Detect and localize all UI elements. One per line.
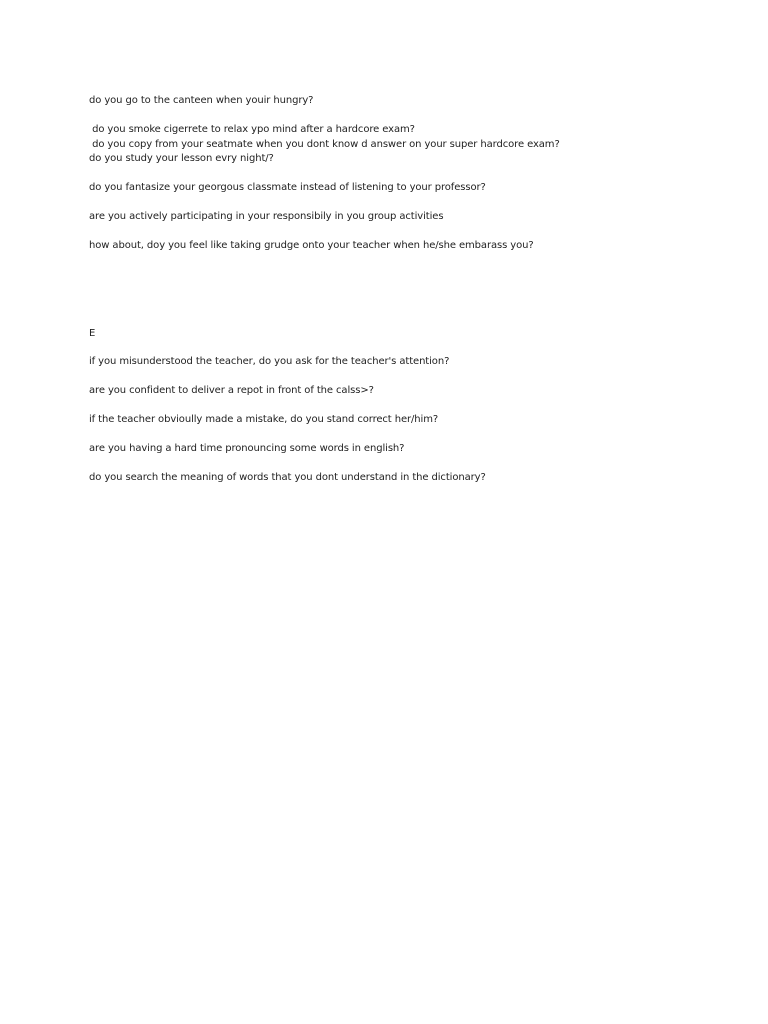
question-line: do you search the meaning of words that you dont understand in the dictionary? [89, 472, 486, 483]
question-line: how about, doy you feel like taking grudge onto your teacher when he/she embarass you? [89, 240, 534, 251]
question-line: are you confident to deliver a repot in front of the calss>? [89, 385, 374, 396]
question-line: are you having a hard time pronouncing some words in english? [89, 443, 405, 454]
question-line: if the teacher obvioully made a mistake, do you stand correct her/him? [89, 414, 439, 425]
question-line: do you copy from your seatmate when you dont know d answer on your super hardcore exam? [89, 139, 560, 150]
question-line: are you actively participating in your responsibily in you group activities [89, 211, 444, 222]
section-label: E [89, 328, 96, 339]
question-line: do you fantasize your georgous classmate instead of listening to your professor? [89, 182, 486, 193]
question-line: do you go to the canteen when youir hungry? [89, 95, 314, 106]
question-line: do you smoke cigerrete to relax ypo mind after a hardcore exam? [89, 124, 415, 135]
question-line: do you study your lesson evry night/? [89, 153, 274, 164]
question-line: if you misunderstood the teacher, do you ask for the teacher's attention? [89, 356, 450, 367]
